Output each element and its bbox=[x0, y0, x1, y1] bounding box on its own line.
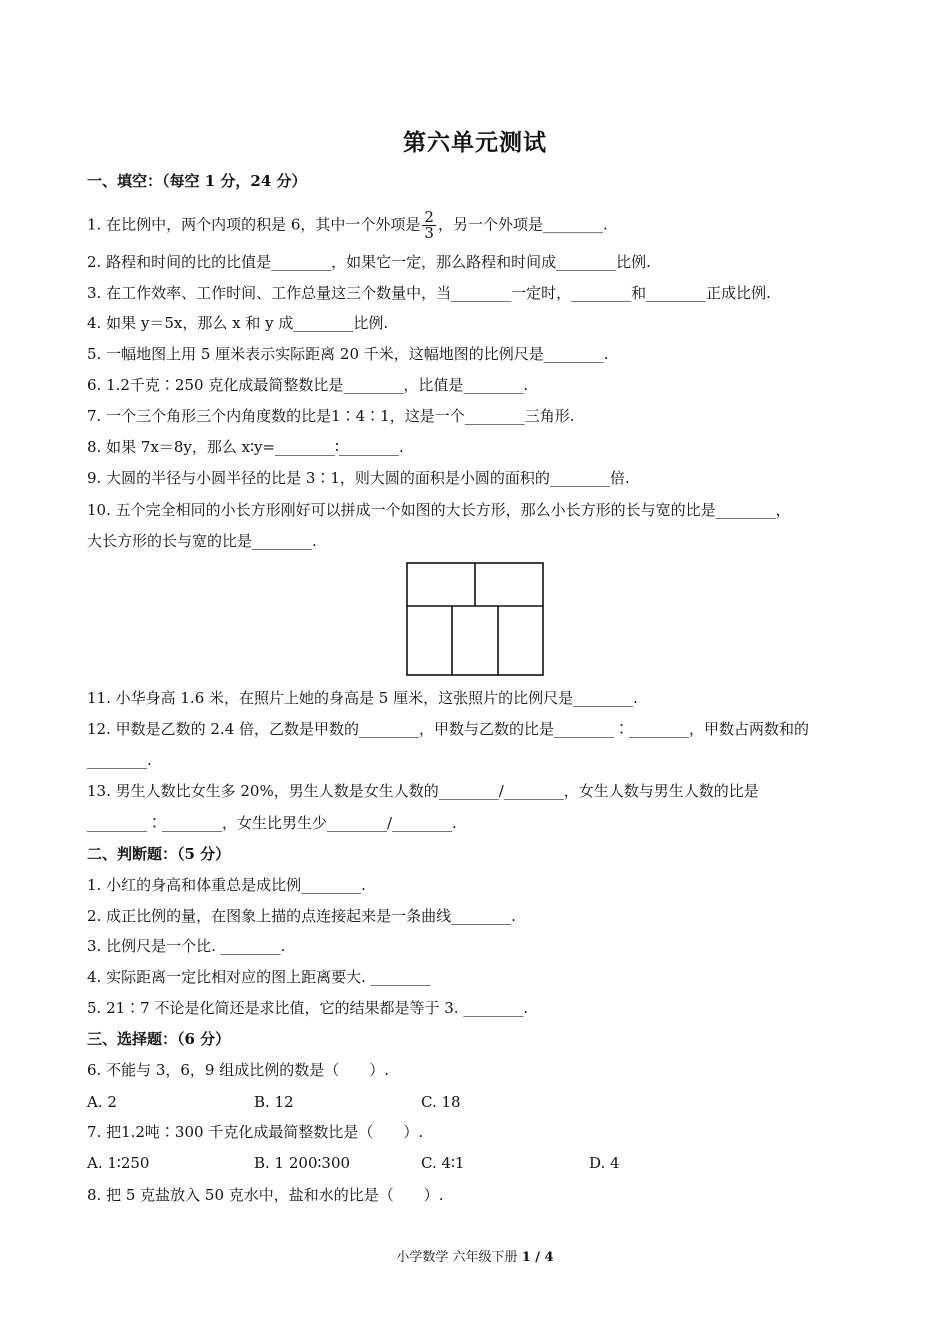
choice-7-option-d: D. 4 bbox=[589, 1154, 620, 1172]
question-5: 5. 一幅地图上用 5 厘米表示实际距离 20 千米，这幅地图的比例尺是________. bbox=[87, 345, 609, 363]
question-10-line-2: 大长方形的长与宽的比是________. bbox=[87, 532, 317, 550]
question-6: 6. 1.2千克∶250 克化成最简整数比是________，比值是________. bbox=[87, 376, 529, 394]
question-3: 3. 在工作效率、工作时间、工作总量这三个数量中，当________一定时，________和________正成比例. bbox=[87, 284, 771, 302]
question-8: 8. 如果 7x＝8y，那么 x∶y=________∶________. bbox=[87, 438, 404, 456]
question-13-line-2: ________∶________，女生比男生少________/________. bbox=[87, 814, 457, 832]
question-10-line-1: 10. 五个完全相同的小长方形刚好可以拼成一个如图的大长方形，那么小长方形的长与宽的比是________， bbox=[87, 501, 791, 519]
section-fill-blank-heading: 一、填空：（每空 1 分，24 分） bbox=[87, 172, 307, 190]
rectangle-figure bbox=[406, 562, 544, 676]
fraction-numerator: 2 bbox=[424, 208, 434, 226]
question-1 bbox=[87, 210, 864, 241]
question-9: 9. 大圆的半径与小圆半径的比是 3∶1，则大圆的面积是小圆的面积的________倍. bbox=[87, 469, 630, 487]
question-12-line-2: ________. bbox=[87, 751, 152, 769]
question-13-line-1: 13. 男生人数比女生多 20%，男生人数是女生人数的________/________，女生人数与男生人数的比是 bbox=[87, 782, 759, 800]
choice-8: 8. 把 5 克盐放入 50 克水中，盐和水的比是（ ）. bbox=[87, 1186, 444, 1204]
footer-page-number: 1 / 4 bbox=[521, 1250, 554, 1265]
question-2: 2. 路程和时间的比的比值是________，如果它一定，那么路程和时间成________比例. bbox=[87, 253, 651, 271]
section-true-false-heading: 二、判断题：（5 分） bbox=[87, 845, 231, 863]
fraction bbox=[422, 210, 436, 241]
judge-2: 2. 成正比例的量，在图象上描的点连接起来是一条曲线________. bbox=[87, 907, 516, 925]
judge-4: 4. 实际距离一定比相对应的图上距离要大. ________ bbox=[87, 968, 431, 986]
choice-7-option-c: C. 4∶1 bbox=[421, 1154, 465, 1172]
judge-1: 1. 小红的身高和体重总是成比例________. bbox=[87, 876, 366, 894]
section-choice-heading: 三、选择题：（6 分） bbox=[87, 1030, 231, 1048]
question-11: 11. 小华身高 1.6 米，在照片上她的身高是 5 厘米，这张照片的比例尺是________. bbox=[87, 689, 638, 707]
question-1-text-start: 1. 在比例中，两个内项的积是 6，其中一个外项是 bbox=[87, 215, 421, 234]
choice-7-option-b: B. 1 200∶300 bbox=[254, 1154, 351, 1172]
choice-6-option-b: B. 12 bbox=[254, 1093, 294, 1111]
choice-6: 6. 不能与 3，6，9 组成比例的数是（ ）. bbox=[87, 1061, 390, 1079]
question-4: 4. 如果 y＝5x，那么 x 和 y 成________比例. bbox=[87, 314, 389, 332]
choice-7: 7. 把1.2吨∶300 千克化成最简整数比是（ ）. bbox=[87, 1123, 424, 1141]
question-1-text-end: ，另一个外项是________. bbox=[437, 215, 608, 234]
question-12-line-1: 12. 甲数是乙数的 2.4 倍，乙数是甲数的________，甲数与乙数的比是________∶________，甲数占两数和的 bbox=[87, 720, 810, 738]
page-footer bbox=[0, 1246, 950, 1265]
choice-6-option-a: A. 2 bbox=[87, 1093, 117, 1111]
page-title: 第六单元测试 bbox=[403, 129, 547, 156]
fraction-denominator: 3 bbox=[424, 224, 434, 242]
judge-5: 5. 21∶7 不论是化简还是求比值，它的结果都是等于 3. ________. bbox=[87, 999, 529, 1017]
footer-book-name: 小学数学 六年级下册 bbox=[396, 1250, 518, 1265]
choice-7-option-a: A. 1∶250 bbox=[87, 1154, 150, 1172]
judge-3: 3. 比例尺是一个比. ________. bbox=[87, 937, 286, 955]
choice-6-option-c: C. 18 bbox=[421, 1093, 461, 1111]
question-7: 7. 一个三个角形三个内角度数的比是1∶4∶1，这是一个________三角形. bbox=[87, 407, 575, 425]
